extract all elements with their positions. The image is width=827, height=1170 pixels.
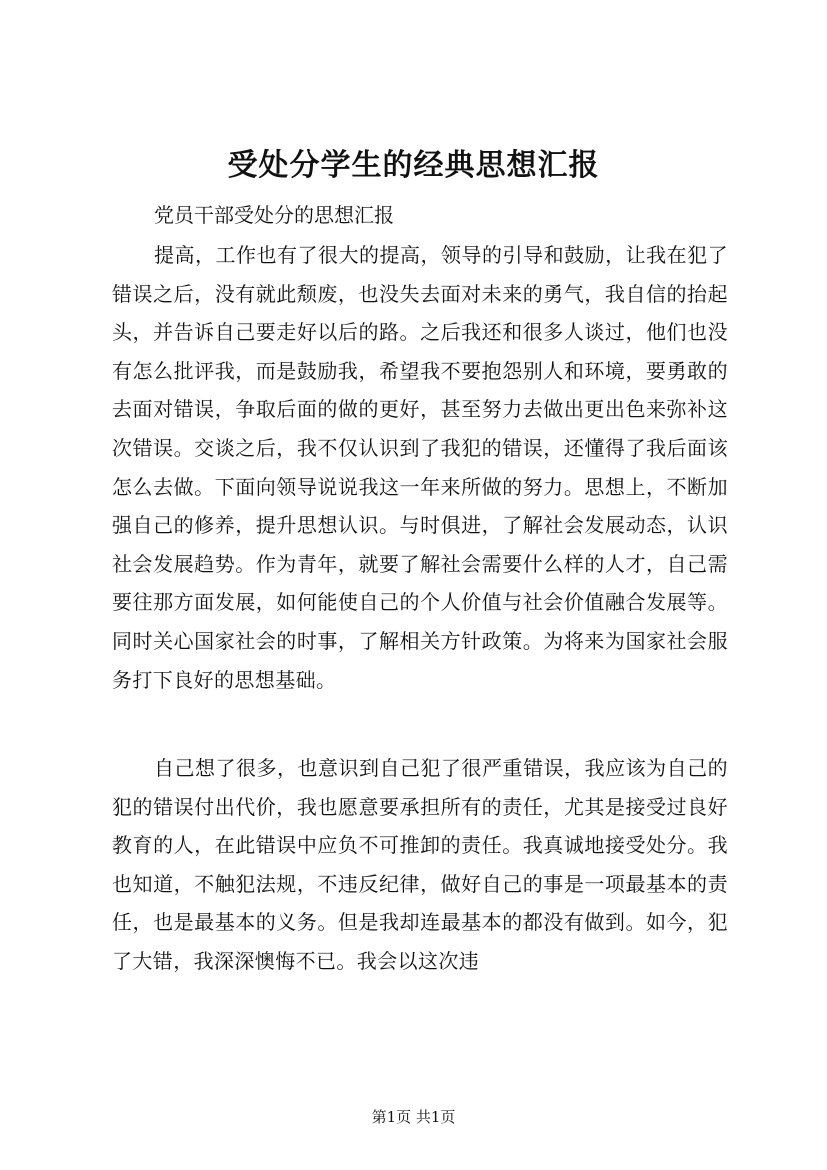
page-footer: 第1页 共1页 [371, 1108, 456, 1126]
paragraph-2: 自己想了很多，也意识到自己犯了很严重错误，我应该为自己的犯的错误付出代价，我也愿意要承担所有的责任，尤其是接受过良好教育的人，在此错误中应负不可推卸的责任。我真诚地接受处分。我也知道，不触犯法规，不违反纪律，做好自己的事是一项最基本的责任，也是最基本的义务。但是我却连最基本的都没有做到。如今，犯了大错，我深深懊悔不已。我会以这次违 [112, 756, 728, 973]
document-title: 受处分学生的经典思想汇报 [227, 148, 600, 183]
document-subtitle: 党员干部受处分的思想汇报 [154, 203, 394, 227]
paragraph-1: 提高，工作也有了很大的提高，领导的引导和鼓励，让我在犯了错误之后，没有就此颓废，也没失去面对未来的勇气，我自信的抬起头，并告诉自己要走好以后的路。之后我还和很多人谈过，他们也没有怎么批评我，而是鼓励我，希望我不要抱怨别人和环境，要勇敢的去面对错误，争取后面的做的更好，甚至努力去做出更出色来弥补这次错误。交谈之后，我不仅认识到了我犯的错误，还懂得了我后面该怎么去做。下面向领导说说我这一年来所做的努力。思想上，不断加强自己的修养，提升思想认识。与时俱进，了解社会发展动态，认识社会发展趋势。作为青年，就要了解社会需要什么样的人才，自己需要往那方面发展，如何能使自己的个人价值与社会价值融合发展等。同时关心国家社会的时事，了解相关方针政策。为将来为国家社会服务打下良好的思想基础。 [112, 243, 728, 692]
